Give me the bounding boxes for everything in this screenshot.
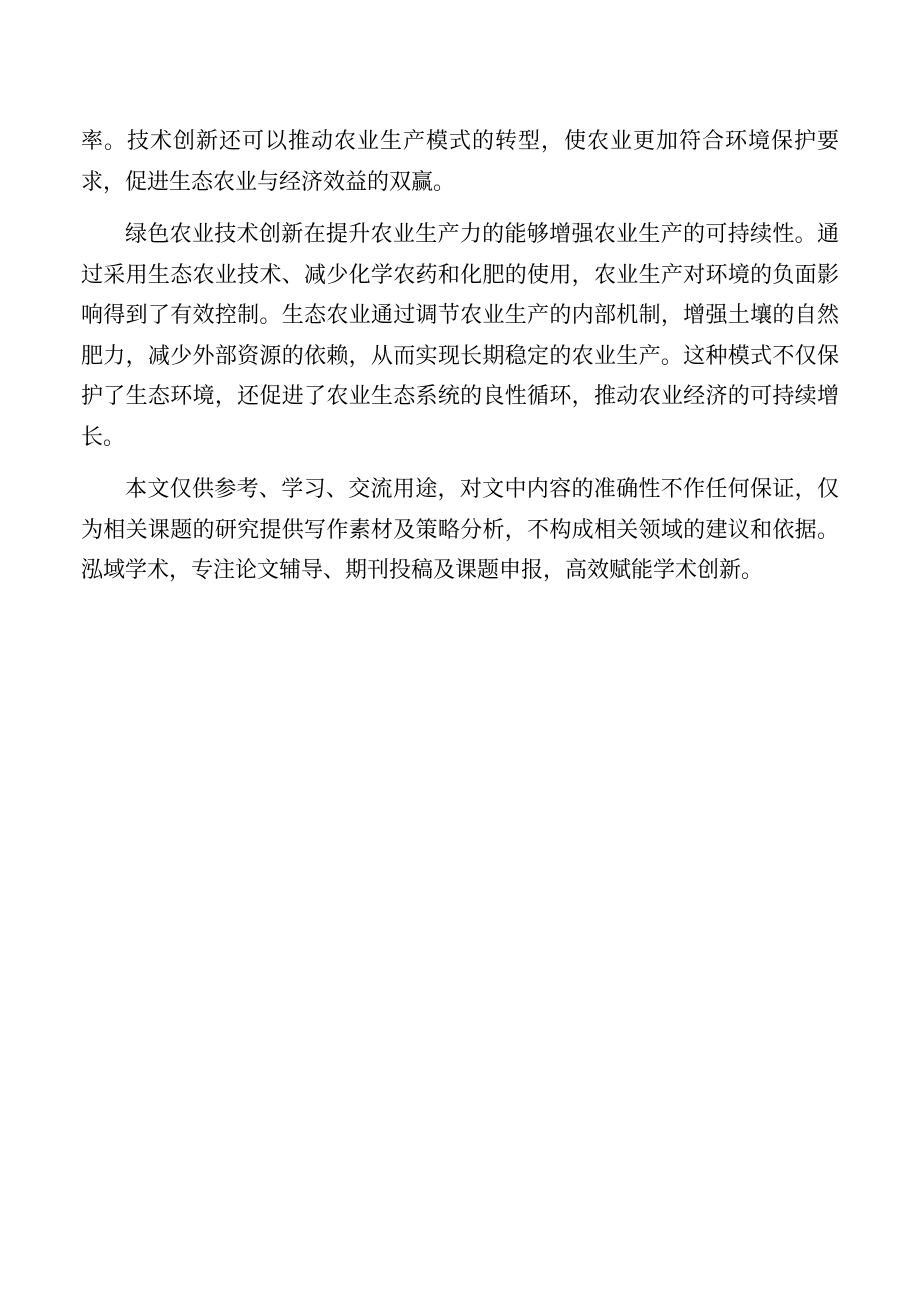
document-body — [81, 122, 839, 604]
paragraph-continuation: 率。技术创新还可以推动农业生产模式的转型，使农业更加符合环境保护要求，促进生态农业与经济效益的双赢。 — [81, 129, 839, 195]
paragraph-green-agriculture: 绿色农业技术创新在提升农业生产力的能够增强农业生产的可持续性。通过采用生态农业技术、减少化学农药和化肥的使用，农业生产对环境的负面影响得到了有效控制。生态农业通过调节农业生产的内部机制，增强土壤的自然肥力，减少外部资源的依赖，从而实现长期稳定的农业生产。这种模式不仅保护了生态环境，还促进了农业生态系统的良性循环，推动农业经济的可持续增长。 — [81, 222, 839, 450]
paragraph-disclaimer: 本文仅供参考、学习、交流用途，对文中内容的准确性不作任何保证，仅为相关课题的研究提供写作素材及策略分析，不构成相关领域的建议和依据。泓域学术，专注论文辅导、期刊投稿及课题申报，高效赋能学术创新。 — [81, 477, 839, 583]
